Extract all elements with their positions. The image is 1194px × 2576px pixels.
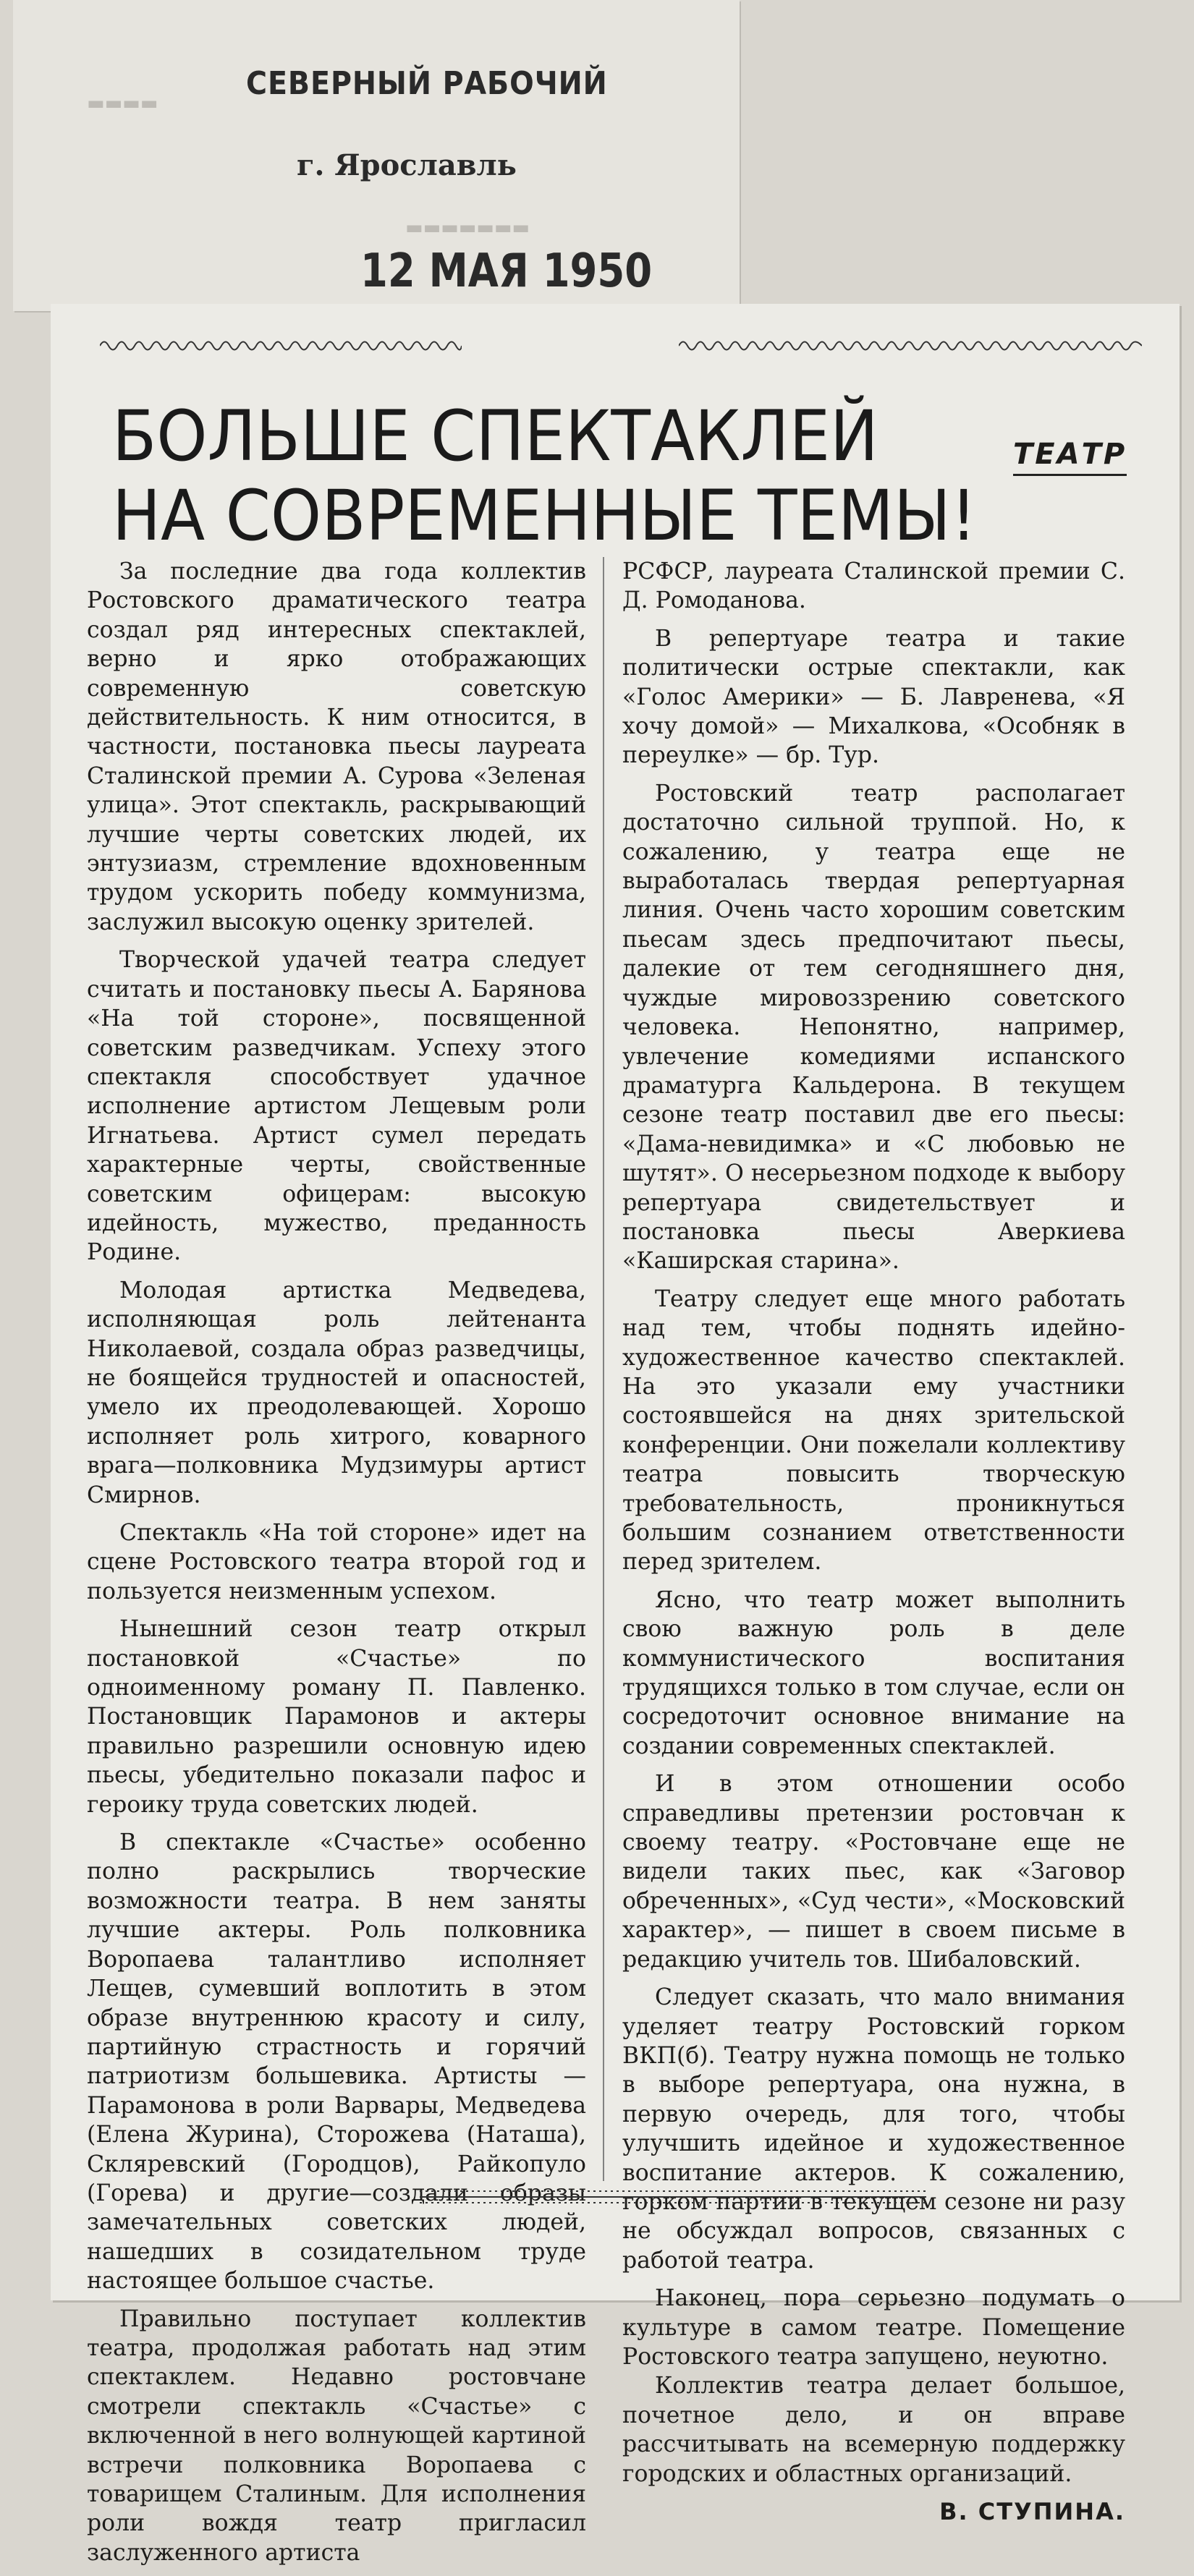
paragraph: Следует сказать, что мало внимания уделяет театру Ростовский горком ВКП(б). Театру нужна помощь не только в выборе репертуара, она нужна, в первую очередь, для того, чтобы улучшить идейное и художественное воспитание актеров. К сожалению, горком партии в текущем сезоне ни разу не обсуждал вопросов, связанных с работой театра.: [622, 1984, 1125, 2274]
paragraph: В спектакле «Счастье» особенно полно раскрылись творческие возможности театра. В нем заняты лучшие актеры. Роль полковника Воропаева талантливо исполняет Лещев, сумевший воплотить в этом образе внутреннюю красоту и силу, партийную страстность и горячий патриотизм большевика. Артисты — Парамонова в роли Варвары, Медведева (Елена Журина), Сторожева (Наташа), Склярeвский (Городцов), Райкопуло (Горева) и другие—создали образы замечательных советских людей, нашедших в созидательном труде настоящее большое счастье.: [87, 1829, 586, 2295]
paragraph: Творческой удачей театра следует считать и постановку пьесы А. Барянова «На той стороне», посвященной советским разведчикам. Успеху этого спектакля способствует удачное исполнение артистом Лещевым роли Игнатьева. Артист сумел передать характерные черты, свойственные советским офицерам: высокую идейность, мужество, преданность Родине.: [87, 947, 586, 1266]
paragraph: Театру следует еще много работать над тем, чтобы поднять идейно-художественное качество спектаклей. На это указали ему участники состоявшейся на днях зрительской конференции. Они пожелали коллективу театра повысить творческую требовательность, проникнуться большим сознанием ответственности перед зрителем.: [622, 1285, 1125, 1576]
bleed-through-text: ▬▬▬▬▬▬▬: [405, 217, 530, 239]
paragraph: За последние два года коллектив Ростовского драматического театра создал ряд интересных спектаклей, верно и ярко отображающих современную советскую действительность. К ним относится, в частности, постановка пьесы лауреата Сталинской премии А. Сурова «Зеленая улица». Этот спектакль, раскрывающий лучшие черты советских людей, их энтузиазм, стремление вдохновенным трудом ускорить победу коммунизма, заслужил высокую оценку зрителей.: [87, 558, 586, 935]
ornament-rule-left: [100, 336, 462, 355]
paragraph: И в этом отношении особо справедливы претензии ростовчан к своему театру. «Ростовчане еще не видели таких пьес, как «Заговор обреченных», «Суд чести», «Московский характер», — пишет в своем письме в редакцию учитель тов. Шибаловский.: [622, 1771, 1125, 1973]
paragraph: В репертуаре театра и такие политически острые спектакли, как «Голос Америки» — Б. Лавренева, «Я хочу домой» — Михалкова, «Особняк в переулке» — бр. Тур.: [622, 625, 1125, 769]
bleed-through-text: ▬▬▬▬: [87, 93, 158, 114]
ornament-rule-bottom: [420, 2188, 926, 2206]
paragraph: Ясно, что театр может выполнить свою важную роль в деле коммунистического воспитания трудящихся только в том случае, если он сосредоточит основное внимание на создании современных спектаклей.: [622, 1586, 1125, 1759]
article-column-right: [622, 557, 1125, 2535]
newspaper-stamp-city: г. Ярославль: [297, 148, 517, 182]
newspaper-stamp-name: СЕВЕРНЫЙ РАБОЧИЙ: [246, 65, 608, 102]
paragraph: Молодая артистка Медведева, исполняющая роль лейтенанта Николаевой, создала образ разведчицы, не боящейся трудностей и опасностей, умело их преодолевающей. Хорошо исполняет роль хитрого, коварного врага—полковника Мудзимуры артист Смирнов.: [87, 1277, 586, 1508]
paragraph: Правильно поступает коллектив театра, продолжая работать над этим спектаклем. Недавно ростовчане смотрели спектакль «Счастье» с включенной в него волнующей картиной встречи полковника Воропаева с товарищем Сталиным. Для исполнения роли вождя театр пригласил заслуженного артиста: [87, 2305, 586, 2566]
column-divider: [603, 557, 604, 2181]
author-signature: В. СТУПИНА.: [939, 2498, 1125, 2525]
paragraph: Ростовский театр располагает достаточно сильной труппой. Но, к сожалению, у театра еще не выработалась твердая репертуарная линия. Очень часто хорошим советским пьесам здесь предпочитают пьесы, далекие от тем сегодняшнего дня, чуждые мировоззрению советского человека. Непонятно, например, увлечение комедиями испанского драматурга Кальдерона. В текущем сезоне театр поставил две его пьесы: «Дама-невидимка» и «С любовью не шутят». О несерьезном подходе к выбору репертуара свидетельствует и постановка пьесы Аверкиева «Каширская старина».: [622, 780, 1125, 1275]
headline-line-1: БОЛЬШЕ СПЕКТАКЛЕЙ: [112, 396, 878, 477]
newspaper-stamp-date: 12 МАЯ 1950: [360, 245, 653, 298]
headline-line-2: НА СОВРЕМЕННЫЕ ТЕМЫ!: [112, 475, 977, 556]
article-column-left: [87, 557, 586, 2576]
paragraph: Коллектив театра делает большое, почетное дело, и он вправе рассчитывать на всемерную поддержку городских и областных организаций.: [622, 2373, 1125, 2487]
paragraph: Наконец, пора серьезно подумать о культуре в самом театре. Помещение Ростовского театра запущено, неуютно.: [622, 2285, 1125, 2370]
paragraph: Нынешний сезон театр открыл постановкой «Счастье» по одноименному роману П. Павленко. Постановщик Парамонов и актеры правильно разрешили основную идею пьесы, убедительно показали пафос и героику труда советских людей.: [87, 1616, 586, 1818]
section-rubric: ТЕАТР: [1013, 438, 1127, 476]
ornament-rule-right: [679, 336, 1142, 355]
paragraph: Спектакль «На той стороне» идет на сцене Ростовского театра второй год и пользуется неизменным успехом.: [87, 1520, 586, 1604]
paragraph-continuation: РСФСР, лауреата Сталинской премии С. Д. Ромоданова.: [622, 558, 1125, 614]
